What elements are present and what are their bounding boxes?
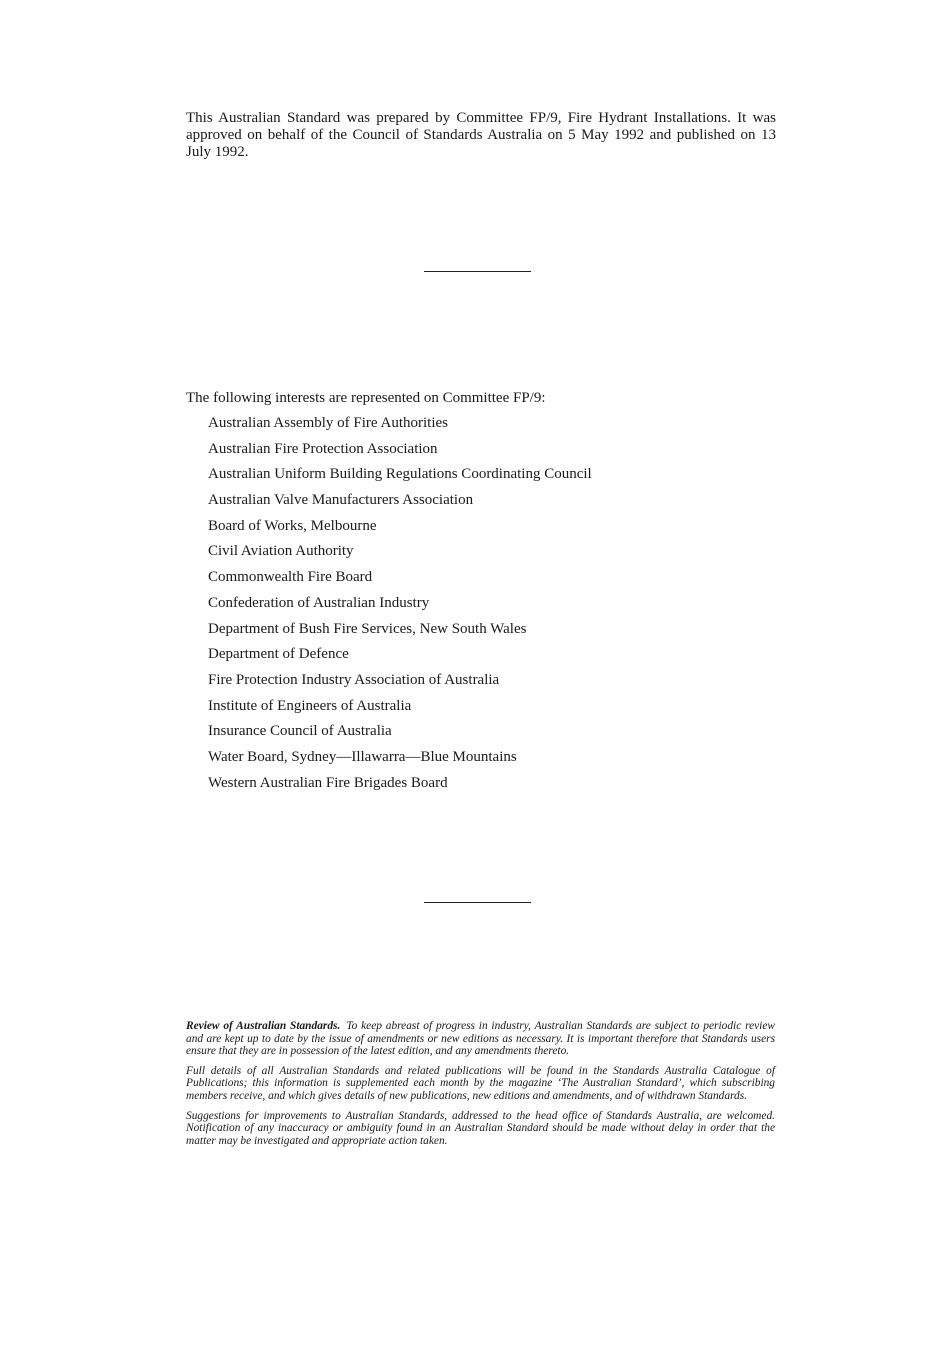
- interest-item: Civil Aviation Authority: [208, 543, 354, 560]
- catalogue-paragraph: Full details of all Australian Standards and related publications will be found in the Standards Australia Catalogue of Publications; this information is supplemented each month by the magazine ‘The Australian Standard’, which subscribing members receive, and which gives details of new publications, new editions and amendments, and of withdrawn Standards.: [186, 1064, 775, 1102]
- interest-item: Fire Protection Industry Association of Australia: [208, 671, 500, 688]
- interest-item: Western Australian Fire Brigades Board: [208, 774, 448, 791]
- interest-item: Institute of Engineers of Australia: [208, 697, 412, 714]
- suggestions-paragraph: Suggestions for improvements to Australian Standards, addressed to the head office of Standards Australia, are welcomed. Notification of any inaccuracy or ambiguity found in an Australian Standard should be made without delay in order that the matter may be investigated and appropriate action taken.: [186, 1109, 775, 1147]
- interest-item: Water Board, Sydney—Illawarra—Blue Mountains: [208, 748, 517, 765]
- interest-item: Department of Defence: [208, 646, 349, 663]
- review-text: To keep abreast of progress in industry, Australian Standards are subject to periodic review and are kept up to date by the issue of amendments or new editions as necessary. It is important therefore that Standards users ensure that they are in possession of the latest edition, and any amendments thereto.: [186, 1020, 776, 1058]
- interest-item: Department of Bush Fire Services, New South Wales: [208, 620, 527, 637]
- interests-list: [208, 415, 592, 800]
- preparation-statement: This Australian Standard was prepared by Committee FP/9, Fire Hydrant Installations. It was approved on behalf of the Council of Standards Australia on 5 May 1992 and published on 13 July 1992.: [186, 110, 776, 160]
- interest-item: Insurance Council of Australia: [208, 723, 392, 740]
- review-heading: Review of Australian Standards.: [186, 1020, 341, 1032]
- interest-item: Board of Works, Melbourne: [208, 517, 377, 534]
- interest-item: Confederation of Australian Industry: [208, 594, 430, 611]
- interests-heading: The following interests are represented on Committee FP/9:: [186, 390, 546, 406]
- interest-item: Australian Valve Manufacturers Association: [208, 492, 474, 509]
- section-divider-top: [424, 271, 531, 272]
- interest-item: Australian Uniform Building Regulations Coordinating Council: [208, 466, 592, 483]
- section-divider-bottom: [424, 902, 531, 903]
- review-paragraph: [186, 1020, 775, 1058]
- interest-item: Australian Fire Protection Association: [208, 440, 438, 457]
- interest-item: Australian Assembly of Fire Authorities: [208, 415, 448, 431]
- review-notes: [186, 1020, 775, 1154]
- interest-item: Commonwealth Fire Board: [208, 569, 373, 586]
